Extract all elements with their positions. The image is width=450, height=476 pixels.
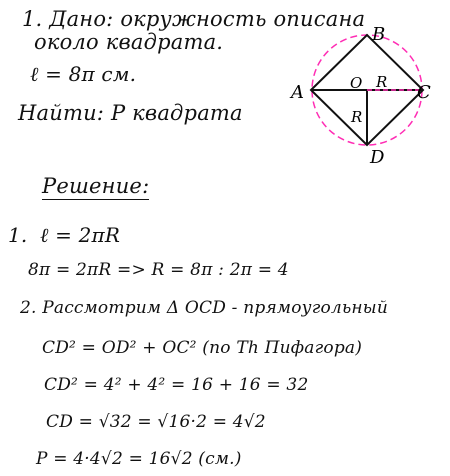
find-line: Найти: P квадрата	[18, 101, 243, 125]
solution-heading: Решение:	[42, 174, 150, 198]
perimeter-result: P = 4·4√2 = 16√2 (см.)	[36, 449, 242, 469]
step1-number: 1.	[8, 223, 28, 247]
step2-pythagoras: CD² = OD² + OC² (по Th Пифагора)	[42, 338, 363, 358]
given-line-2: около квадрата.	[34, 30, 224, 54]
given-length: ℓ = 8π см.	[30, 62, 137, 86]
radius-label-right: R	[376, 73, 388, 91]
vertex-label-b: B	[372, 24, 386, 45]
vertex-label-c: C	[417, 82, 431, 103]
given-line-1: 1. Дано: окружность описана	[22, 7, 366, 31]
center-label-o: O	[350, 74, 363, 92]
step2-root: CD = √32 = √16·2 = 4√2	[46, 412, 266, 432]
step2-calc: CD² = 4² + 4² = 16 + 16 = 32	[44, 375, 309, 395]
radius-label-down: R	[351, 108, 363, 126]
step1-formula: ℓ = 2πR	[40, 223, 121, 247]
step2-intro: 2. Рассмотрим Δ OCD - прямоугольный	[20, 298, 389, 318]
vertex-label-d: D	[370, 147, 385, 168]
vertex-label-a: A	[291, 82, 304, 103]
step1-calc: 8π = 2πR => R = 8π : 2π = 4	[28, 260, 289, 280]
